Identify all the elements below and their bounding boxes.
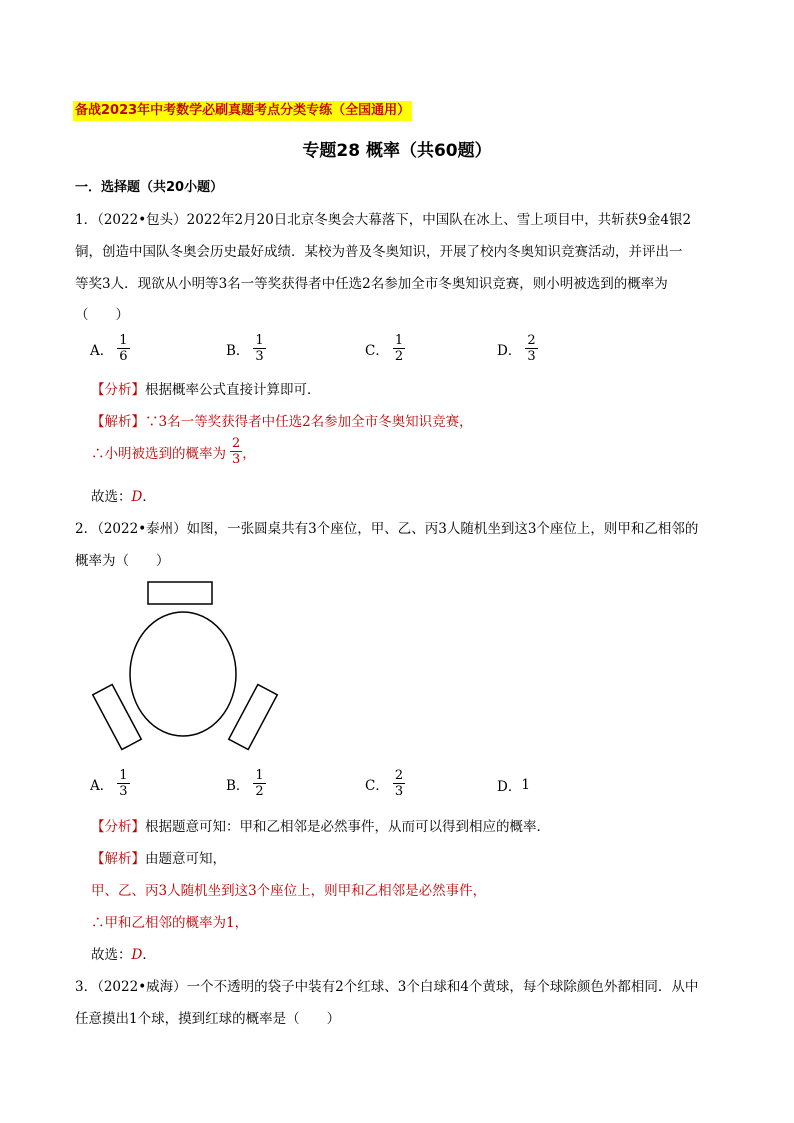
q1-analysis: 【分析】根据概率公式直接计算即可． [91,382,321,398]
q2-option-c: C． $\frac{2}{3}$ [365,768,404,799]
q2-option-a: A． $\frac{1}{3}$ [90,768,128,799]
q2-solution: 【解析】由题意可知， [91,851,226,867]
q3-line-1: 3．（2022•威海）一个不透明的袋子中装有2个红球、3个白球和4个黄球，每个球除颜色外都相同．从中 [75,979,699,995]
round-table [130,612,236,736]
fraction: $\frac{2}{3}$ [527,333,536,364]
q2-therefore: ∴甲和乙相邻的概率为1， [91,915,249,931]
round-table-figure [88,575,288,755]
fraction: $\frac{2}{3}$ [232,436,241,467]
q1-line-3: 等奖3人．现欲从小明等3名一等奖获得者中任选2名参加全市冬奥知识竞赛，则小明被选到的概率为 [75,276,668,292]
q1-option-c: C． $\frac{1}{2}$ [365,333,404,364]
seat-right [229,684,278,749]
fraction: $\frac{1}{3}$ [119,768,128,799]
q1-line-4: （ ） [75,307,129,323]
fraction: $\frac{1}{6}$ [119,333,128,364]
fraction: $\frac{1}{2}$ [255,768,264,799]
q1-option-d: D． $\frac{2}{3}$ [497,333,536,364]
q1-line-2: 铜，创造中国队冬奥会历史最好成绩．某校为普及冬奥知识，开展了校内冬奥知识竞赛活动，并评出一 [75,244,683,260]
q1-option-a: A． $\frac{1}{6}$ [90,333,128,364]
q2-answer: 故选：D． [91,947,156,963]
q2-analysis: 【分析】根据题意可知：甲和乙相邻是必然事件，从而可以得到相应的概率． [91,819,550,835]
q2-line-1: 2．（2022•泰州）如图，一张圆桌共有3个座位，甲、乙、丙3人随机坐到这3个座位上，则甲和乙相邻的 [75,521,699,537]
q1-line-1: 1．（2022•包头）2022年2月20日北京冬奥会大幕落下，中国队在冰上、雪上项目中，共斩获9金4银2 [75,212,692,228]
q3-line-2: 任意摸出1个球，摸到红球的概率是（ ） [75,1011,341,1027]
q2-option-b: B． $\frac{1}{2}$ [226,768,264,799]
fraction: $\frac{1}{2}$ [394,333,404,364]
q2-line-2: 概率为（ ） [75,553,170,569]
series-banner: 备战2023年中考数学必刷真题考点分类专练（全国通用） [73,101,412,121]
q2-option-d: D． 1 [497,777,530,795]
q1-answer: 故选：D． [91,489,156,505]
fraction: $\frac{2}{3}$ [394,768,404,799]
q2-solution-2: 甲、乙、丙3人随机坐到这3个座位上，则甲和乙相邻是必然事件， [91,883,487,899]
fraction: $\frac{1}{3}$ [255,333,264,364]
page-title: 专题28 概率（共60题） [302,141,492,161]
q1-solution: 【解析】∵3名一等奖获得者中任选2名参加全市冬奥知识竞赛， [91,414,473,430]
seat-left [93,684,142,749]
q1-option-b: B． $\frac{1}{3}$ [226,333,264,364]
seat-top [148,582,212,604]
section-heading: 一．选择题（共20小题） [75,180,224,195]
q1-therefore: ∴小明被选到的概率为 $\frac{2}{3}$ ， [91,436,256,467]
